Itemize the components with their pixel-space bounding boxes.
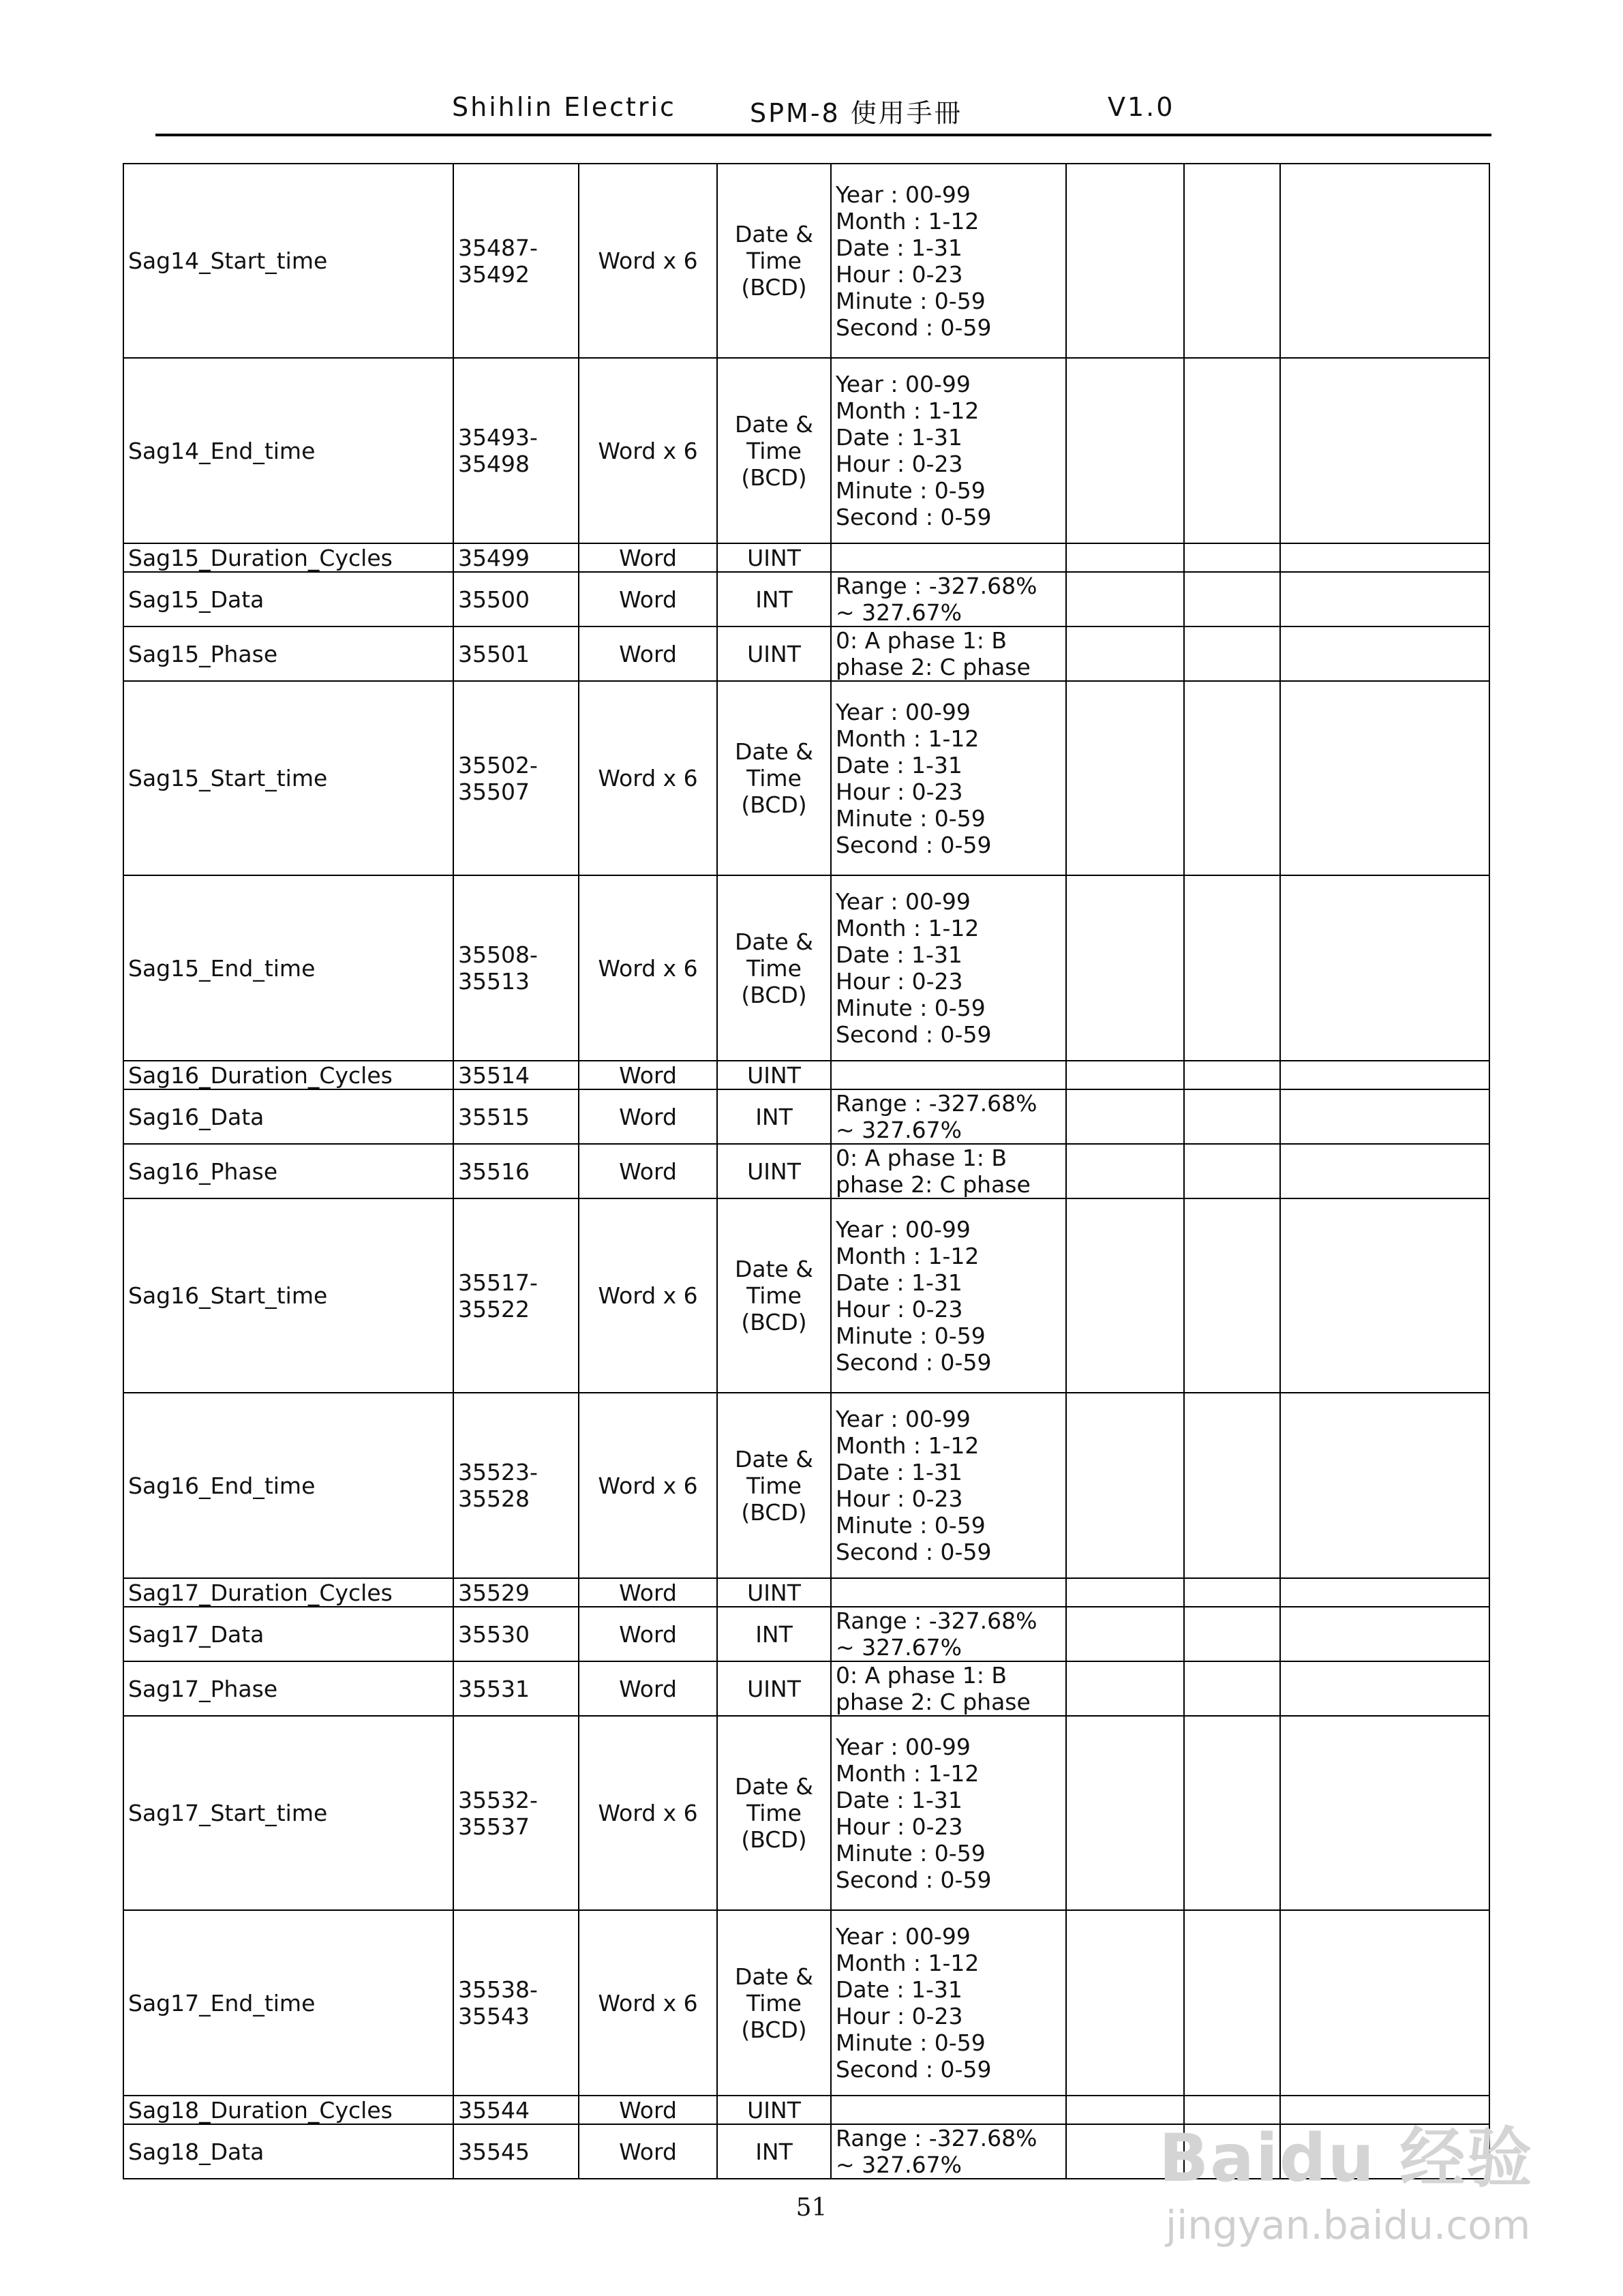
- cell-empty-1: [1066, 1198, 1184, 1393]
- cell-empty-1: [1066, 1661, 1184, 1716]
- cell-type-line: Date &: [734, 1963, 814, 1990]
- cell-description-line: Minute : 0-59: [836, 477, 986, 504]
- cell-size: Word x 6: [579, 164, 717, 358]
- cell-description-line: Year : 00-99: [836, 698, 971, 725]
- cell-description: [831, 1061, 1066, 1089]
- cell-type-line: INT: [755, 586, 793, 613]
- cell-address-line: 35514: [458, 1061, 530, 1089]
- cell-description-line: 0: A phase 1: B: [836, 1662, 1007, 1689]
- cell-size: Word: [579, 572, 717, 626]
- cell-description-line: ~ 327.67%: [836, 2151, 962, 2178]
- cell-address-line: 35513: [458, 968, 530, 995]
- cell-description: [831, 1716, 1066, 1910]
- cell-name: Sag17_Start_time: [123, 1716, 453, 1910]
- cell-empty-1: [1066, 1607, 1184, 1661]
- cell-type-line: (BCD): [741, 1498, 807, 1526]
- cell-description-line: Hour : 0-23: [836, 451, 963, 477]
- cell-empty-3: [1280, 1716, 1489, 1910]
- cell-address-line: 35507: [458, 778, 530, 805]
- cell-type: [717, 681, 831, 875]
- cell-description-line: Hour : 0-23: [836, 1813, 963, 1840]
- cell-address-line: 35502-: [458, 751, 538, 779]
- cell-address: [453, 358, 579, 543]
- cell-empty-1: [1066, 1061, 1184, 1089]
- cell-type-line: Date &: [734, 928, 814, 955]
- cell-description-line: Date : 1-31: [836, 1786, 962, 1813]
- cell-description-line: Date : 1-31: [836, 234, 962, 261]
- cell-description: [831, 1089, 1066, 1144]
- cell-empty-3: [1280, 1578, 1489, 1607]
- cell-name: Sag15_Duration_Cycles: [123, 543, 453, 572]
- cell-size: Word: [579, 1607, 717, 1661]
- cell-description-line: Minute : 0-59: [836, 1322, 986, 1349]
- cell-description-line: Second : 0-59: [836, 1348, 992, 1376]
- cell-name: Sag15_Start_time: [123, 681, 453, 875]
- cell-size: Word: [579, 1089, 717, 1144]
- cell-address: [453, 1089, 579, 1144]
- cell-empty-2: [1184, 543, 1280, 572]
- table-row: [123, 572, 1489, 626]
- cell-type: [717, 1910, 831, 2096]
- cell-type-line: Date &: [734, 221, 814, 247]
- cell-name: Sag18_Data: [123, 2124, 453, 2179]
- cell-size: Word: [579, 1144, 717, 1198]
- cell-size: Word x 6: [579, 358, 717, 543]
- header-manual-title: SPM-8 使用手冊: [750, 98, 962, 128]
- watermark-url: jingyan.baidu.com: [1166, 2202, 1531, 2248]
- cell-description-line: Minute : 0-59: [836, 287, 986, 314]
- cell-empty-2: [1184, 1089, 1280, 1144]
- register-table-body: [123, 164, 1489, 2179]
- cell-address-line: 35522: [458, 1295, 530, 1323]
- table-row: [123, 543, 1489, 572]
- cell-type: [717, 1393, 831, 1578]
- table-row: [123, 1144, 1489, 1198]
- cell-address: [453, 875, 579, 1061]
- cell-empty-2: [1184, 1061, 1280, 1089]
- cell-type-line: Date &: [734, 410, 814, 438]
- cell-type-line: Time: [746, 1282, 802, 1309]
- cell-empty-2: [1184, 1910, 1280, 2096]
- cell-description-line: Date : 1-31: [836, 941, 962, 968]
- cell-description-line: Hour : 0-23: [836, 968, 963, 995]
- cell-description-line: phase 2: C phase: [836, 1171, 1031, 1198]
- cell-size: Word: [579, 626, 717, 681]
- cell-description-line: Minute : 0-59: [836, 1839, 986, 1867]
- cell-address-line: 35501: [458, 640, 530, 667]
- cell-empty-3: [1280, 1393, 1489, 1578]
- cell-empty-1: [1066, 626, 1184, 681]
- cell-description-line: ~ 327.67%: [836, 1634, 962, 1661]
- cell-address-line: 35530: [458, 1620, 530, 1648]
- cell-name: Sag16_Phase: [123, 1144, 453, 1198]
- cell-empty-2: [1184, 875, 1280, 1061]
- cell-type: [717, 164, 831, 358]
- table-row: [123, 1393, 1489, 1578]
- watermark-logo: Baidu 经验: [1159, 2120, 1534, 2196]
- cell-type-line: UINT: [747, 544, 801, 571]
- cell-name: Sag16_Start_time: [123, 1198, 453, 1393]
- table-row: [123, 1910, 1489, 2096]
- cell-empty-2: [1184, 1198, 1280, 1393]
- cell-type-line: Time: [746, 1800, 802, 1826]
- cell-empty-2: [1184, 358, 1280, 543]
- cell-empty-2: [1184, 1144, 1280, 1198]
- cell-description: [831, 875, 1066, 1061]
- cell-address-line: 35492: [458, 260, 530, 288]
- cell-type: [717, 626, 831, 681]
- cell-description-line: Date : 1-31: [836, 1976, 962, 2003]
- table-row: [123, 1198, 1489, 1393]
- cell-empty-1: [1066, 875, 1184, 1061]
- cell-description-line: Hour : 0-23: [836, 1295, 963, 1323]
- cell-name: Sag17_Phase: [123, 1661, 453, 1716]
- cell-type: [717, 1061, 831, 1089]
- cell-address-line: 35493-: [458, 424, 538, 451]
- cell-empty-1: [1066, 572, 1184, 626]
- cell-type-line: Date &: [734, 1445, 814, 1472]
- cell-description-line: Month : 1-12: [836, 725, 980, 752]
- cell-empty-3: [1280, 626, 1489, 681]
- cell-type-line: INT: [755, 1620, 793, 1648]
- cell-type-line: Time: [746, 437, 802, 464]
- cell-description-line: Year : 00-99: [836, 371, 971, 397]
- cell-type-line: Time: [746, 1989, 802, 2016]
- cell-name: Sag16_Data: [123, 1089, 453, 1144]
- cell-name: Sag15_Phase: [123, 626, 453, 681]
- cell-type-line: (BCD): [741, 1309, 807, 1335]
- cell-empty-2: [1184, 164, 1280, 358]
- cell-type: [717, 2096, 831, 2124]
- cell-type: [717, 358, 831, 543]
- cell-description-line: Hour : 0-23: [836, 260, 963, 288]
- cell-size: Word x 6: [579, 1716, 717, 1910]
- cell-type: [717, 572, 831, 626]
- cell-address-line: 35537: [458, 1813, 530, 1840]
- cell-description: [831, 1144, 1066, 1198]
- cell-address-line: 35528: [458, 1485, 530, 1512]
- cell-description-line: Second : 0-59: [836, 2056, 992, 2083]
- cell-size: Word x 6: [579, 1198, 717, 1393]
- cell-type-line: INT: [755, 1103, 793, 1130]
- cell-description: [831, 164, 1066, 358]
- cell-type-line: (BCD): [741, 791, 807, 818]
- cell-empty-3: [1280, 164, 1489, 358]
- cell-type: [717, 543, 831, 572]
- cell-description-line: ~ 327.67%: [836, 1117, 962, 1143]
- cell-size: Word: [579, 2096, 717, 2124]
- cell-description-line: Minute : 0-59: [836, 804, 986, 832]
- table-row: [123, 358, 1489, 543]
- cell-description-line: Second : 0-59: [836, 1866, 992, 1893]
- cell-type-line: UINT: [747, 1158, 801, 1185]
- cell-description-line: Hour : 0-23: [836, 1485, 963, 1512]
- cell-address-line: 35538-: [458, 1976, 538, 2003]
- cell-description-line: Year : 00-99: [836, 888, 971, 915]
- cell-description: [831, 1910, 1066, 2096]
- cell-address-line: 35545: [458, 2138, 530, 2165]
- cell-type-line: INT: [755, 2138, 793, 2165]
- cell-empty-2: [1184, 572, 1280, 626]
- cell-description-line: Date : 1-31: [836, 1459, 962, 1485]
- table-row: [123, 164, 1489, 358]
- cell-empty-3: [1280, 543, 1489, 572]
- cell-address-line: 35516: [458, 1158, 530, 1185]
- cell-description-line: Hour : 0-23: [836, 2003, 963, 2029]
- cell-address-line: 35543: [458, 2003, 530, 2029]
- cell-description-line: Month : 1-12: [836, 397, 980, 424]
- cell-description-line: ~ 327.67%: [836, 599, 962, 626]
- table-row: [123, 1661, 1489, 1716]
- watermark: [1159, 2106, 1541, 2263]
- cell-address-line: 35523-: [458, 1459, 538, 1485]
- cell-size: Word x 6: [579, 1393, 717, 1578]
- cell-size: Word x 6: [579, 1910, 717, 2096]
- cell-empty-1: [1066, 1144, 1184, 1198]
- cell-type: [717, 1578, 831, 1607]
- cell-address: [453, 543, 579, 572]
- cell-description-line: Year : 00-99: [836, 1733, 971, 1760]
- cell-description: [831, 626, 1066, 681]
- cell-address-line: 35531: [458, 1675, 530, 1702]
- cell-size: Word: [579, 1661, 717, 1716]
- cell-address: [453, 626, 579, 681]
- cell-address-line: 35517-: [458, 1269, 538, 1296]
- cell-description-line: Second : 0-59: [836, 831, 992, 858]
- cell-type-line: Time: [746, 765, 802, 791]
- table-row: [123, 1716, 1489, 1910]
- cell-empty-2: [1184, 626, 1280, 681]
- cell-empty-1: [1066, 358, 1184, 543]
- cell-description: [831, 1393, 1066, 1578]
- cell-name: Sag15_End_time: [123, 875, 453, 1061]
- cell-description-line: Minute : 0-59: [836, 1512, 986, 1539]
- cell-type-line: UINT: [747, 1579, 801, 1606]
- cell-type-line: Time: [746, 247, 802, 274]
- cell-description: [831, 1578, 1066, 1607]
- cell-type-line: (BCD): [741, 1826, 807, 1853]
- table-row: [123, 1061, 1489, 1089]
- cell-name: Sag18_Duration_Cycles: [123, 2096, 453, 2124]
- cell-type: [717, 1716, 831, 1910]
- cell-address: [453, 2124, 579, 2179]
- page-header: [0, 92, 1623, 133]
- cell-empty-3: [1280, 1089, 1489, 1144]
- cell-address: [453, 1607, 579, 1661]
- cell-empty-1: [1066, 681, 1184, 875]
- cell-address: [453, 681, 579, 875]
- cell-empty-1: [1066, 164, 1184, 358]
- cell-name: Sag16_Duration_Cycles: [123, 1061, 453, 1089]
- cell-type: [717, 1661, 831, 1716]
- cell-description-line: Range : -327.68%: [836, 573, 1037, 599]
- cell-address: [453, 2096, 579, 2124]
- header-divider: [155, 134, 1491, 136]
- table-row: [123, 626, 1489, 681]
- cell-type: [717, 2124, 831, 2179]
- header-company: Shihlin Electric: [452, 92, 676, 122]
- page-number: 51: [795, 2194, 828, 2222]
- cell-description-line: Year : 00-99: [836, 1923, 971, 1950]
- cell-type-line: (BCD): [741, 274, 807, 301]
- cell-empty-3: [1280, 1061, 1489, 1089]
- cell-description-line: Date : 1-31: [836, 424, 962, 451]
- cell-size: Word: [579, 543, 717, 572]
- cell-type-line: (BCD): [741, 464, 807, 491]
- cell-description-line: Month : 1-12: [836, 1242, 980, 1269]
- cell-address: [453, 1144, 579, 1198]
- cell-type: [717, 875, 831, 1061]
- cell-type: [717, 1144, 831, 1198]
- cell-name: Sag15_Data: [123, 572, 453, 626]
- cell-description-line: Range : -327.68%: [836, 1090, 1037, 1117]
- cell-description-line: Year : 00-99: [836, 181, 971, 208]
- cell-type: [717, 1607, 831, 1661]
- table-row: [123, 1578, 1489, 1607]
- cell-empty-2: [1184, 1607, 1280, 1661]
- cell-address: [453, 1578, 579, 1607]
- table-row: [123, 1089, 1489, 1144]
- header-version: V1.0: [1108, 92, 1175, 122]
- cell-type-line: UINT: [747, 1061, 801, 1089]
- cell-address: [453, 164, 579, 358]
- cell-type-line: Time: [746, 1472, 802, 1499]
- cell-description-line: Year : 00-99: [836, 1406, 971, 1432]
- cell-empty-3: [1280, 572, 1489, 626]
- cell-name: Sag14_End_time: [123, 358, 453, 543]
- cell-size: Word x 6: [579, 681, 717, 875]
- cell-description: [831, 1661, 1066, 1716]
- cell-empty-3: [1280, 1198, 1489, 1393]
- cell-empty-2: [1184, 681, 1280, 875]
- cell-description-line: Second : 0-59: [836, 1539, 992, 1565]
- cell-empty-2: [1184, 1716, 1280, 1910]
- cell-description-line: Minute : 0-59: [836, 995, 986, 1021]
- cell-description-line: Month : 1-12: [836, 1432, 980, 1459]
- cell-size: Word: [579, 1061, 717, 1089]
- cell-address-line: 35487-: [458, 234, 538, 261]
- cell-empty-1: [1066, 1910, 1184, 2096]
- cell-description-line: 0: A phase 1: B: [836, 627, 1007, 654]
- cell-description-line: Date : 1-31: [836, 1269, 962, 1296]
- cell-address: [453, 1198, 579, 1393]
- cell-type-line: (BCD): [741, 981, 807, 1008]
- cell-description-line: Month : 1-12: [836, 1950, 980, 1976]
- cell-description-line: Year : 00-99: [836, 1215, 971, 1243]
- cell-description-line: Date : 1-31: [836, 751, 962, 779]
- cell-size: Word: [579, 1578, 717, 1607]
- table-row: [123, 875, 1489, 1061]
- cell-empty-2: [1184, 1661, 1280, 1716]
- cell-description-line: Second : 0-59: [836, 1021, 992, 1048]
- cell-type: [717, 1198, 831, 1393]
- cell-name: Sag17_Data: [123, 1607, 453, 1661]
- cell-empty-2: [1184, 1393, 1280, 1578]
- cell-empty-1: [1066, 1393, 1184, 1578]
- cell-address: [453, 572, 579, 626]
- cell-type-line: UINT: [747, 640, 801, 667]
- cell-description-line: Second : 0-59: [836, 504, 992, 530]
- cell-description-line: Minute : 0-59: [836, 2029, 986, 2056]
- cell-type-line: UINT: [747, 2096, 801, 2124]
- table-row: [123, 681, 1489, 875]
- cell-description: [831, 543, 1066, 572]
- cell-description: [831, 358, 1066, 543]
- cell-type-line: Date &: [734, 1256, 814, 1282]
- cell-empty-1: [1066, 1089, 1184, 1144]
- cell-address-line: 35515: [458, 1103, 530, 1130]
- cell-empty-1: [1066, 1578, 1184, 1607]
- cell-empty-3: [1280, 358, 1489, 543]
- register-table: [123, 163, 1490, 2179]
- cell-description: [831, 2124, 1066, 2179]
- cell-empty-2: [1184, 1578, 1280, 1607]
- cell-empty-3: [1280, 681, 1489, 875]
- cell-description-line: Range : -327.68%: [836, 1607, 1037, 1634]
- cell-size: Word: [579, 2124, 717, 2179]
- cell-empty-3: [1280, 1607, 1489, 1661]
- cell-name: Sag14_Start_time: [123, 164, 453, 358]
- cell-empty-3: [1280, 1910, 1489, 2096]
- cell-description-line: Second : 0-59: [836, 314, 992, 341]
- cell-empty-3: [1280, 1661, 1489, 1716]
- cell-type-line: (BCD): [741, 2016, 807, 2043]
- cell-name: Sag16_End_time: [123, 1393, 453, 1578]
- cell-address: [453, 1910, 579, 2096]
- cell-description: [831, 572, 1066, 626]
- cell-address-line: 35500: [458, 586, 530, 613]
- cell-address: [453, 1061, 579, 1089]
- cell-address-line: 35508-: [458, 941, 538, 968]
- cell-address-line: 35529: [458, 1579, 530, 1606]
- cell-address-line: 35498: [458, 451, 530, 477]
- cell-size: Word x 6: [579, 875, 717, 1061]
- cell-address-line: 35499: [458, 544, 530, 571]
- cell-description-line: Range : -327.68%: [836, 2125, 1037, 2151]
- cell-address: [453, 1716, 579, 1910]
- cell-type-line: UINT: [747, 1675, 801, 1702]
- cell-address-line: 35532-: [458, 1786, 538, 1813]
- cell-type: [717, 1089, 831, 1144]
- cell-description: [831, 681, 1066, 875]
- cell-description-line: Hour : 0-23: [836, 778, 963, 805]
- cell-name: Sag17_End_time: [123, 1910, 453, 2096]
- cell-empty-3: [1280, 875, 1489, 1061]
- cell-type-line: Date &: [734, 1773, 814, 1800]
- cell-empty-1: [1066, 543, 1184, 572]
- cell-description-line: Month : 1-12: [836, 1759, 980, 1787]
- cell-description: [831, 1198, 1066, 1393]
- cell-description-line: phase 2: C phase: [836, 654, 1031, 680]
- cell-address-line: 35544: [458, 2096, 530, 2124]
- cell-description-line: 0: A phase 1: B: [836, 1145, 1007, 1171]
- cell-description: [831, 1607, 1066, 1661]
- cell-empty-3: [1280, 1144, 1489, 1198]
- cell-type-line: Date &: [734, 738, 814, 765]
- cell-type-line: Time: [746, 954, 802, 982]
- cell-address: [453, 1393, 579, 1578]
- cell-empty-1: [1066, 1716, 1184, 1910]
- cell-description: [831, 2096, 1066, 2124]
- cell-description-line: Month : 1-12: [836, 207, 980, 235]
- cell-address: [453, 1661, 579, 1716]
- cell-name: Sag17_Duration_Cycles: [123, 1578, 453, 1607]
- table-row: [123, 1607, 1489, 1661]
- cell-description-line: phase 2: C phase: [836, 1689, 1031, 1715]
- cell-description-line: Month : 1-12: [836, 915, 980, 941]
